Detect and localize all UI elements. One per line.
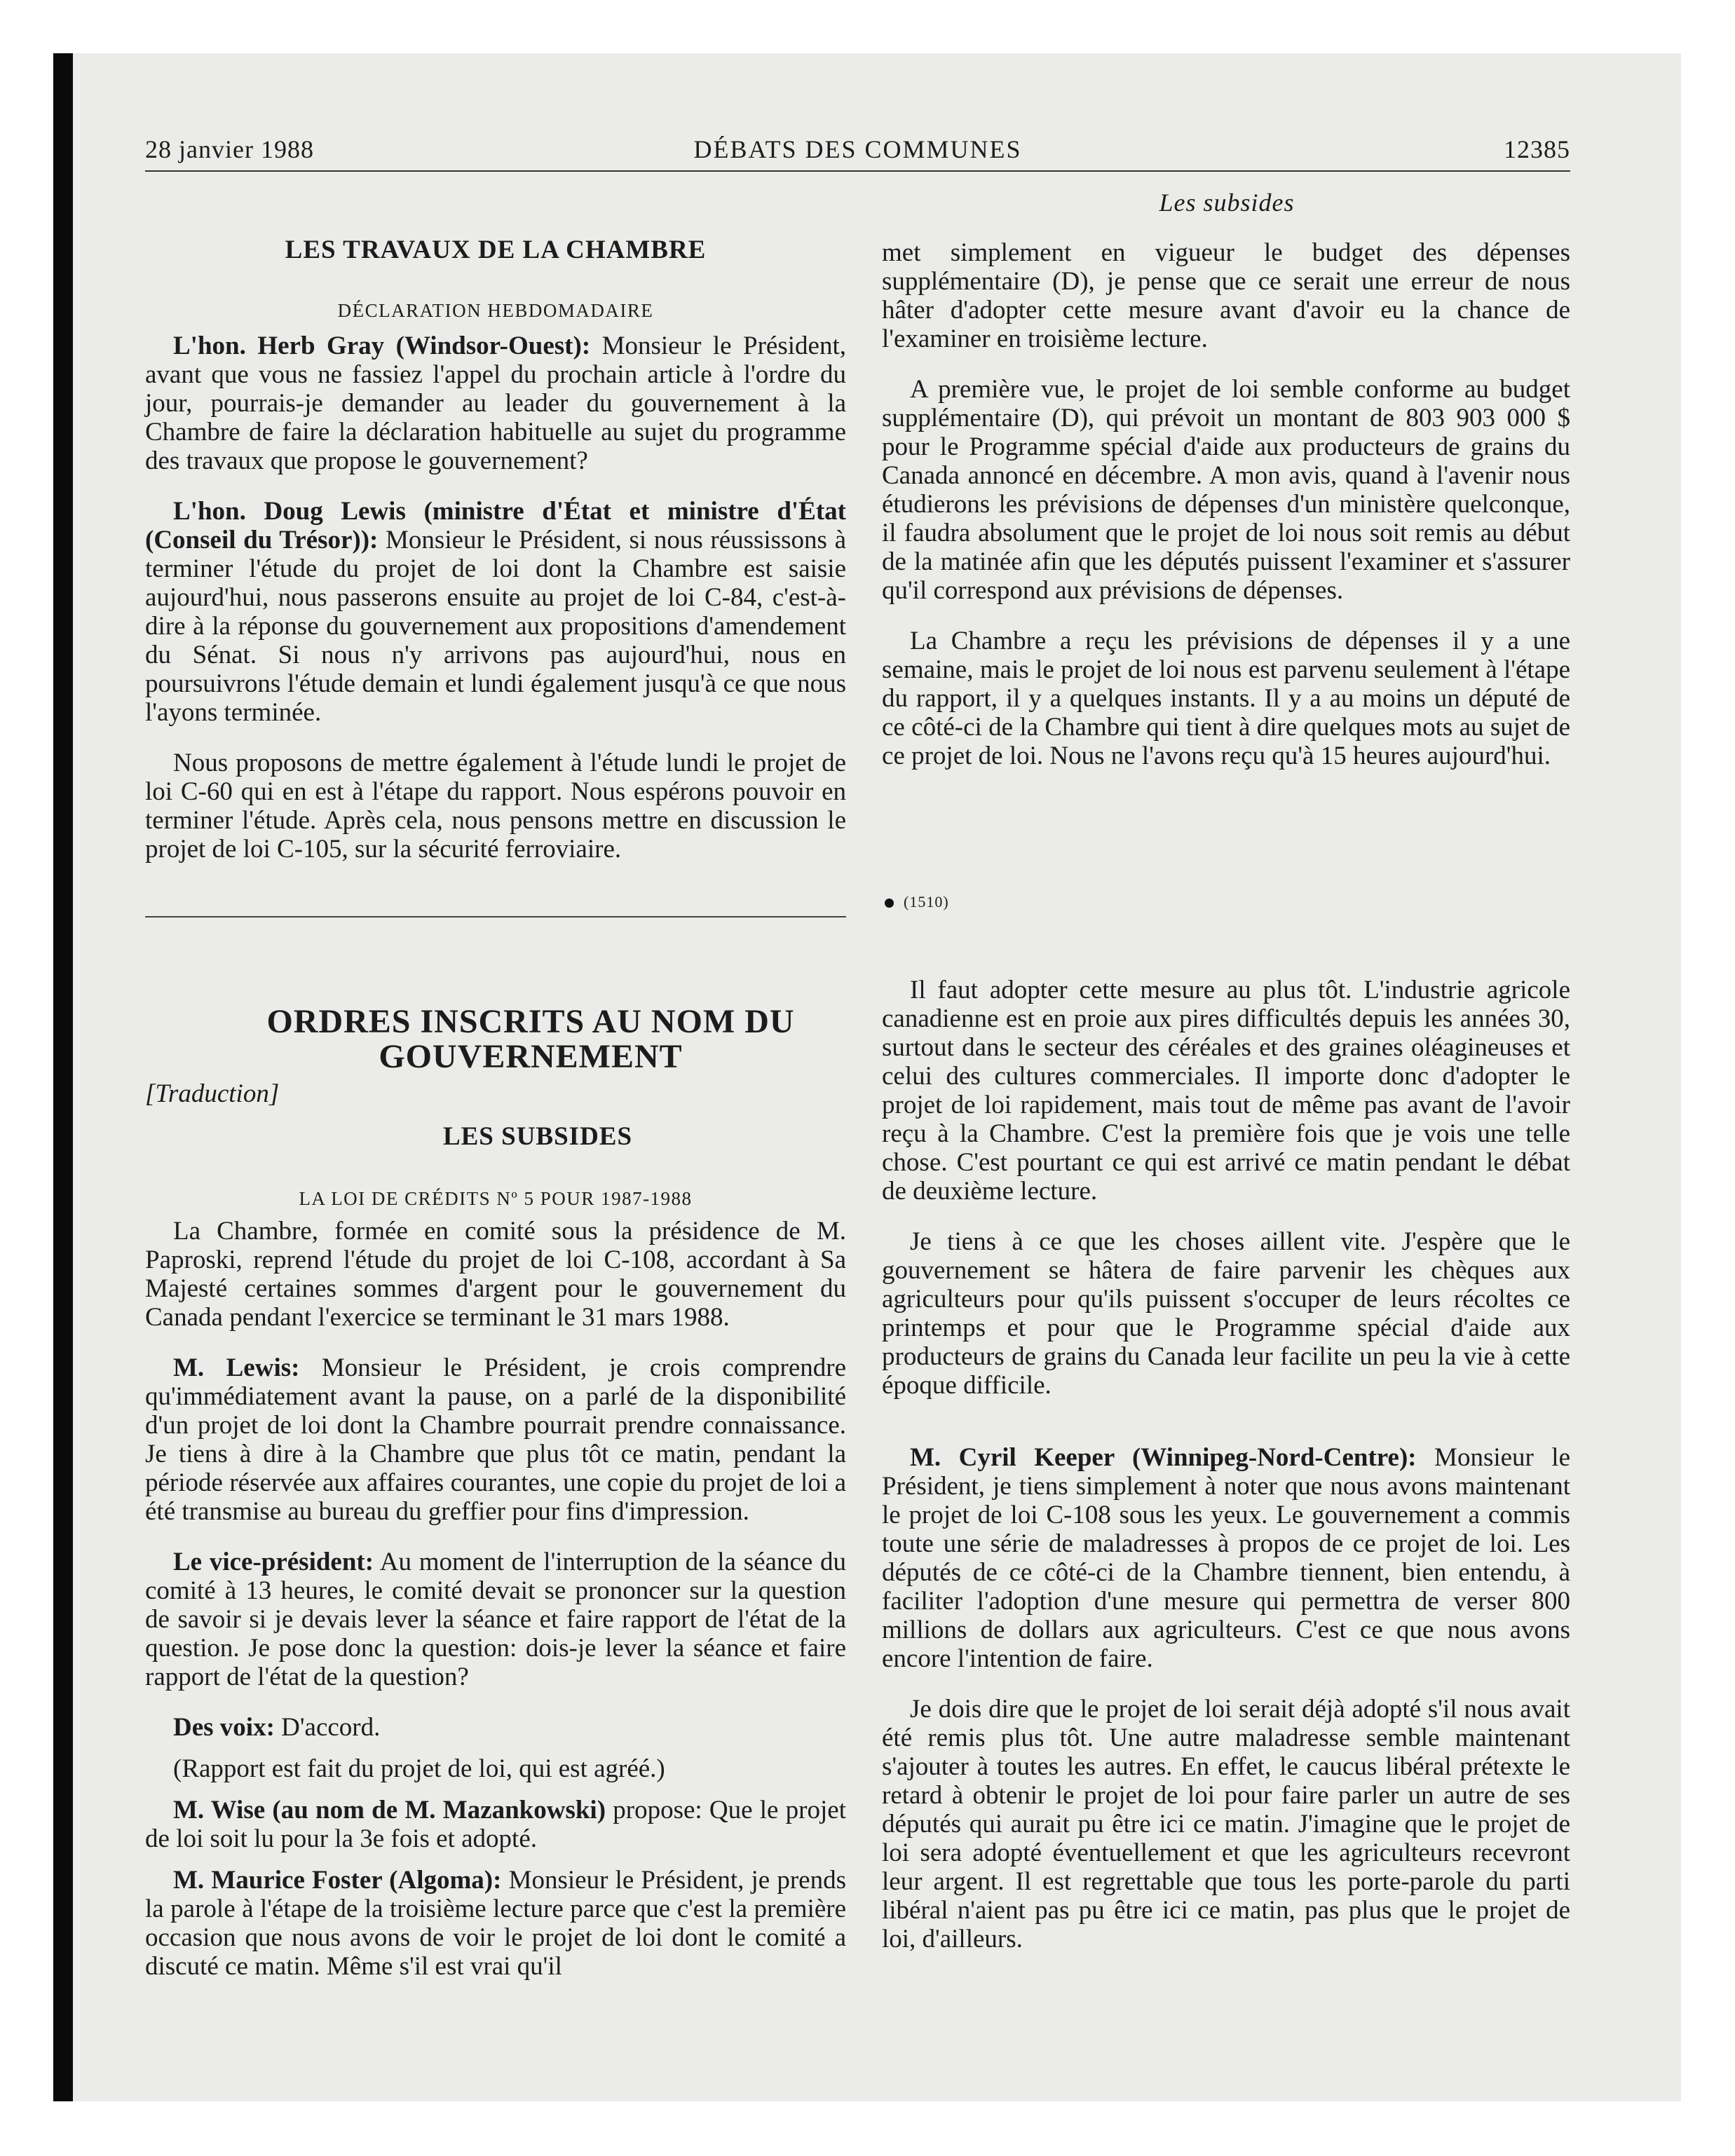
speech-paragraph: Des voix: D'accord.: [173, 1713, 381, 1742]
procedural-note: (Rapport est fait du projet de loi, qui est agréé.): [173, 1754, 665, 1783]
speech-paragraph: met simplement en vigueur le budget des dépenses supplémentaire (D), je pense que ce serait une erreur de nous hâter d'adopter cette mesure avant d'avoir eu la chance de l'examiner en troisième lecture.: [882, 238, 1570, 353]
header-page-number: 12385: [1504, 135, 1570, 163]
speech-paragraph: La Chambre, formée en comité sous la présidence de M. Paproski, reprend l'étude du projet de loi C-108, accordant à Sa Majesté certaines sommes d'argent pour le gouvernement du Canada pendant l'exercice se terminant le 31 mars 1988.: [145, 1217, 846, 1332]
speaker-name: M. Lewis:: [173, 1353, 300, 1382]
traduction-label: [Traduction]: [145, 1079, 280, 1108]
speech-paragraph: L'hon. Herb Gray (Windsor-Ouest): Monsieur le Président, avant que vous ne fassiez l'appel du prochain article à l'ordre du jour, pourrais-je demander au leader du gouvernement à la Chambre de faire la déclaration habituelle au sujet du programme des travaux que propose le gouvernement?: [145, 332, 846, 475]
speech-paragraph: M. Wise (au nom de M. Mazankowski) propose: Que le projet de loi soit lu pour la 3e fois et adopté.: [145, 1796, 846, 1853]
header-title: DÉBATS DES COMMUNES: [693, 135, 1022, 163]
speech-paragraph: M. Lewis: Monsieur le Président, je crois comprendre qu'immédiatement avant la pause, on a parlé de la disponibilité d'un projet de loi dont la Chambre pourrait prendre connaissance. Je tiens à dire à la Chambre que plus tôt ce matin, pendant la période réservée aux affaires courantes, une copie du projet de loi a été transmise au bureau du greffier pour fins d'impression.: [145, 1353, 846, 1526]
speech-paragraph: Il faut adopter cette mesure au plus tôt. L'industrie agricole canadienne est en proie aux pires difficultés depuis les années 30, surtout dans le secteur des céréales et des graines oléagineuses et celui des cultures commerciales. Il importe donc d'adopter le projet de loi rapidement, mais tout de même pas avant de l'avoir reçu à la Chambre. C'est la première fois que je vois une telle chose. C'est pourtant ce qui est arrivé ce matin pendant le débat de deuxième lecture.: [882, 976, 1570, 1206]
section-divider: [145, 916, 846, 917]
header-date: 28 janvier 1988: [145, 135, 314, 163]
speech-paragraph: A première vue, le projet de loi semble conforme au budget supplémentaire (D), qui prévoit un montant de 803 903 000 $ pour le Programme spécial d'aide aux producteurs de grains du Canada annoncé en décembre. A mon avis, quand à l'avenir nous étudierons les prévisions de dépenses d'un ministère quelconque, il faudra absolument que le projet de loi nous soit remis au début de la matinée afin que les députés puissent l'examiner et s'assurer qu'il correspond aux prévisions de dépenses.: [882, 375, 1570, 605]
scan-edge-shadow: [53, 53, 73, 2101]
speaker-name: M. Cyril Keeper (Winnipeg-Nord-Centre):: [910, 1443, 1417, 1472]
section-title-subsides: LES SUBSIDES: [442, 1122, 633, 1151]
section-subtitle-declaration: DÉCLARATION HEBDOMADAIRE: [337, 300, 654, 321]
speaker-name: L'hon. Herb Gray (Windsor-Ouest):: [173, 332, 591, 360]
speaker-name: M. Maurice Foster (Algoma):: [173, 1866, 502, 1895]
speaker-name: Des voix:: [173, 1713, 275, 1742]
speech-paragraph: L'hon. Doug Lewis (ministre d'État et ministre d'État (Conseil du Trésor)): Monsieur le Président, si nous réussissons à terminer l'étude du projet de loi dont la Chambre est saisie aujourd'hui, nous passerons ensuite au projet de loi C-84, c'est-à-dire à la réponse du gouvernement aux propositions d'amendement du Sénat. Si nous n'y arrivons pas aujourd'hui, nous en poursuivrons l'étude demain et lundi également jusqu'à ce que nous l'ayons terminée.: [145, 497, 846, 727]
speaker-name: M. Wise (au nom de M. Mazankowski): [173, 1796, 606, 1824]
speech-paragraph: Je tiens à ce que les choses aillent vite. J'espère que le gouvernement se hâtera de faire parvenir les chèques aux agriculteurs pour qu'ils puissent s'occuper de leurs récoltes ce printemps et pour que le Programme spécial d'aide aux producteurs de grains du Canada leur facilite un peu la vie à cette époque difficile.: [882, 1227, 1570, 1400]
running-head: Les subsides: [1159, 189, 1295, 217]
speech-paragraph: Je dois dire que le projet de loi serait déjà adopté s'il nous avait été remis plus tôt. Une autre maladresse semble maintenant s'ajouter à toutes les autres. En effet, le caucus libéral prétexte le retard à obtenir le projet de loi pour faire parler un autre de ses députés qui aurait pu être ici ce matin. J'imagine que le projet de loi sera adopté éventuellement et que les agriculteurs recevront leur argent. Il est regrettable que tous les porte-parole du parti libéral n'aient pas pu être ici ce matin, pas plus que le projet de loi, d'ailleurs.: [882, 1695, 1570, 1953]
speech-paragraph: Le vice-président: Au moment de l'interruption de la séance du comité à 13 heures, le comité devait se prononcer sur la question de savoir si je devais lever la séance et faire rapport de l'état de la question. Je pose donc la question: dois-je lever la séance et faire rapport de l'état de la question?: [145, 1548, 846, 1691]
left-column: [145, 235, 846, 2003]
section-title-ordres: ORDRES INSCRITS AU NOM DU GOUVERNEMENT: [266, 1003, 795, 1075]
section-title-travaux: LES TRAVAUX DE LA CHAMBRE: [285, 236, 707, 264]
speech-paragraph: Nous proposons de mettre également à l'étude lundi le projet de loi C-60 qui en est à l'étape du rapport. Nous espérons pouvoir en terminer l'étude. Après cela, nous pensons mettre en discussion le projet de loi C-105, sur la sécurité ferroviaire.: [145, 749, 846, 864]
section-subtitle-loi-credits: LA LOI DE CRÉDITS Nº 5 POUR 1987-1988: [299, 1188, 693, 1209]
speech-paragraph: M. Cyril Keeper (Winnipeg-Nord-Centre): Monsieur le Président, je tiens simplement à noter que nous avons maintenant le projet de loi C-108 sous les yeux. Le gouvernement a commis toute une série de maladresses à propos de ce projet de loi. Les députés de ce côté-ci de la Chambre tiennent, bien entendu, à faciliter l'adoption d'une mesure qui permettra de verser 800 millions de dollars aux agriculteurs. C'est ce que nous avons encore l'intention de faire.: [882, 1443, 1570, 1673]
page-header: [145, 135, 1570, 171]
time-stamp: (1510): [885, 893, 949, 911]
right-column: [882, 238, 1570, 792]
right-column-lower: [882, 976, 1570, 1975]
header-rule: [145, 170, 1570, 172]
speaker-name: L'hon. Doug Lewis (ministre d'État et ministre d'État (Conseil du Trésor)):: [145, 497, 846, 554]
speech-paragraph: La Chambre a reçu les prévisions de dépenses il y a une semaine, mais le projet de loi nous est parvenu seulement à l'étape du rapport, il y a quelques instants. Il y a au moins un député de ce côté-ci de la Chambre qui tient à dire quelques mots au sujet de ce projet de loi. Nous ne l'avons reçu qu'à 15 heures aujourd'hui.: [882, 627, 1570, 770]
bullet-dot: [885, 899, 894, 908]
speaker-name: Le vice-président:: [173, 1548, 374, 1576]
speech-paragraph: M. Maurice Foster (Algoma): Monsieur le Président, je prends la parole à l'étape de la troisième lecture parce que c'est la première occasion que nous avons de voir le projet de loi dont le comité a discuté ce matin. Même s'il est vrai qu'il: [145, 1866, 846, 1981]
